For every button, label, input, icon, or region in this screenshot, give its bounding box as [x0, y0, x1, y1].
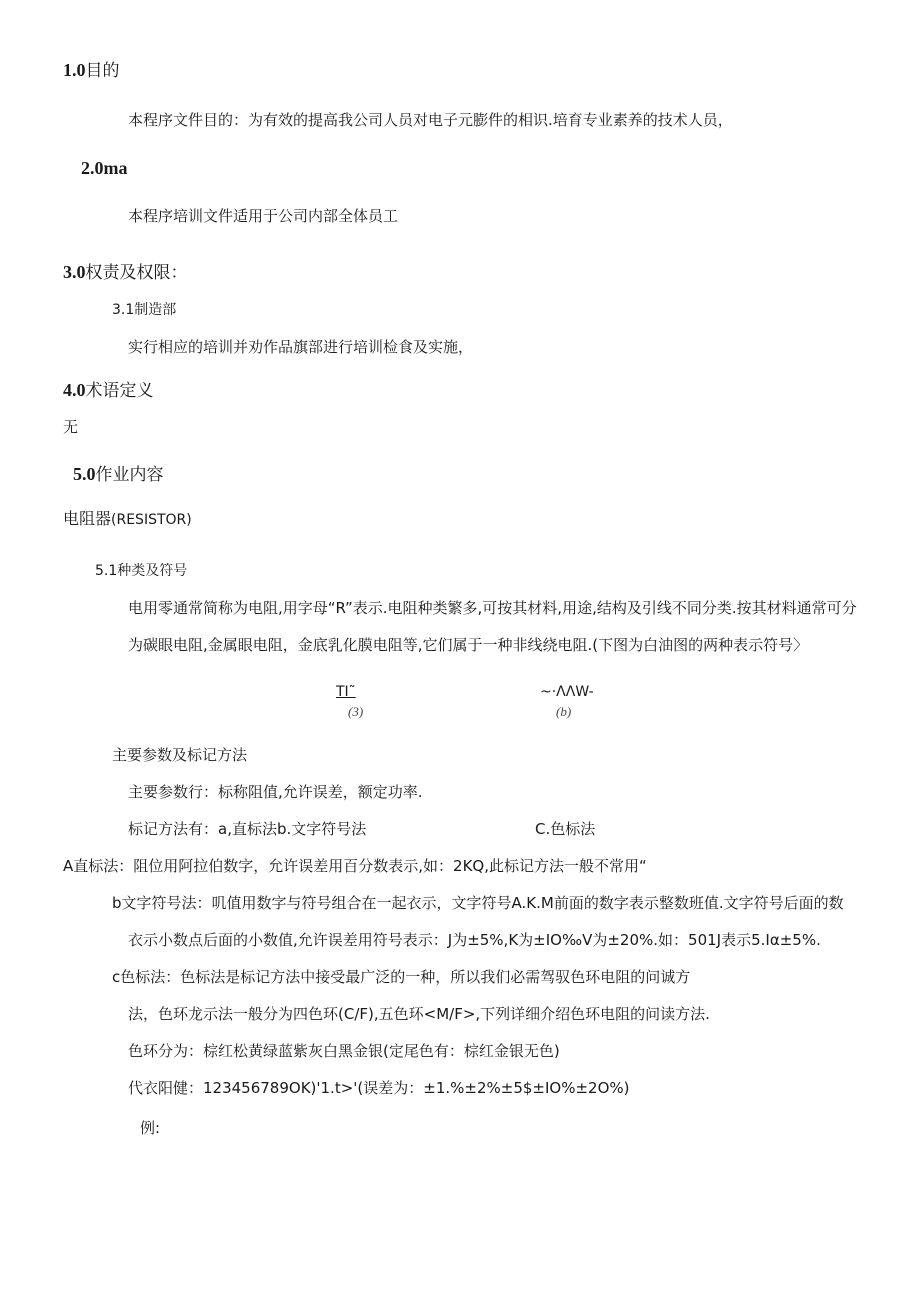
resistor-symbol-a: TI˜	[336, 684, 356, 700]
types-paragraph-line-1: 电用零通常简称为电阻,用字母“R”表示.电阻种类繁多,可按其材料,用途,结构及引线不同分类.按其材料通常可分	[128, 599, 857, 617]
section-2-number: 2.0ma	[81, 158, 128, 178]
section-3-title: 权责及权限：	[85, 263, 188, 283]
section-2-body: 本程序培训文件适用于公司内部全体员工	[128, 207, 399, 225]
section-5-title: 作业内容	[95, 465, 164, 485]
section-1-title: 目的	[85, 61, 120, 81]
section-1-body: 本程序文件目的：为有效的提高我公司人员对电子元膨件的相识.培育专业素养的技术人员，	[128, 111, 733, 129]
params-main: 主要参数行：标称阻值,允许误差，额定功率.	[128, 783, 423, 801]
resistor-symbol-b: ~·ΛΛW-	[540, 684, 594, 700]
direct-method: A直标法：阻位用阿拉伯数字，允许误差用百分数表示,如：2KQ,此标记方法一般不常用“	[63, 857, 647, 875]
example-label: 例:	[140, 1119, 161, 1137]
text-method-line-1: b文字符号法：叽值用数字与符号组合在一起衣示，文字符号A.K.M前面的数字表示整数班值.文字符号后面的数	[112, 894, 844, 912]
section-3-subheading: 3.1制造部	[112, 302, 177, 318]
section-5-heading	[73, 464, 164, 485]
types-paragraph-line-2: 为碳眼电阻,金属眼电阻，金底乳化膜电阻等,它们属于一种非线绕电阻.(下图为白油图的两种表示符号〉	[128, 636, 809, 654]
section-3-heading	[63, 262, 188, 283]
color-method-line-2: 法，色环龙示法一般分为四色环(C/F),五色环<M/F>,下列详细介绍色环电阻的问读方法.	[128, 1005, 710, 1023]
section-4-body: 无	[63, 418, 79, 436]
section-3-number: 3.0	[63, 262, 86, 282]
text-method-line-2: 衣示小数点后面的小数值,允许误差用符号表示：J为±5%,K为±IO‰V为±20%.如：501J表示5.Iα±5%.	[128, 931, 821, 949]
section-2-heading	[81, 158, 128, 179]
section-4-title: 术语定义	[85, 381, 154, 401]
section-5-number: 5.0	[73, 464, 96, 484]
params-heading: 主要参数及标记方法	[112, 746, 248, 764]
color-list: 色环分为：棕红松黄绿蓝紫灰白黑金银(定尾色有：棕红金银无色)	[128, 1042, 560, 1060]
section-3-body: 实行相应的培训并劝作品旗部进行培训检食及实施，	[128, 338, 474, 356]
resistor-symbol-b-caption: (b)	[556, 704, 572, 719]
resistor-symbol-a-caption: (3)	[348, 704, 364, 719]
resistor-heading	[63, 509, 192, 530]
section-4-heading	[63, 380, 154, 401]
section-1-number: 1.0	[63, 60, 86, 80]
resistor-heading-en: (RESISTOR)	[111, 512, 192, 528]
resistor-heading-cn: 电阻器	[63, 511, 112, 528]
marking-method-c: C.色标法	[535, 820, 596, 838]
types-heading: 5.1种类及符号	[95, 563, 188, 579]
color-values: 代衣阳健：123456789OK)'1.t>'(误差为：±1.%±2%±5$±IO%±2O%)	[128, 1079, 630, 1097]
marking-methods: 标记方法有：a,直标法b.文字符号法	[128, 820, 367, 838]
section-4-number: 4.0	[63, 380, 86, 400]
section-1-heading	[63, 60, 120, 81]
color-method-line-1: c色标法：色标法是标记方法中接受最广泛的一种，所以我们必需驾驭色环电阻的问诚方	[112, 968, 691, 986]
